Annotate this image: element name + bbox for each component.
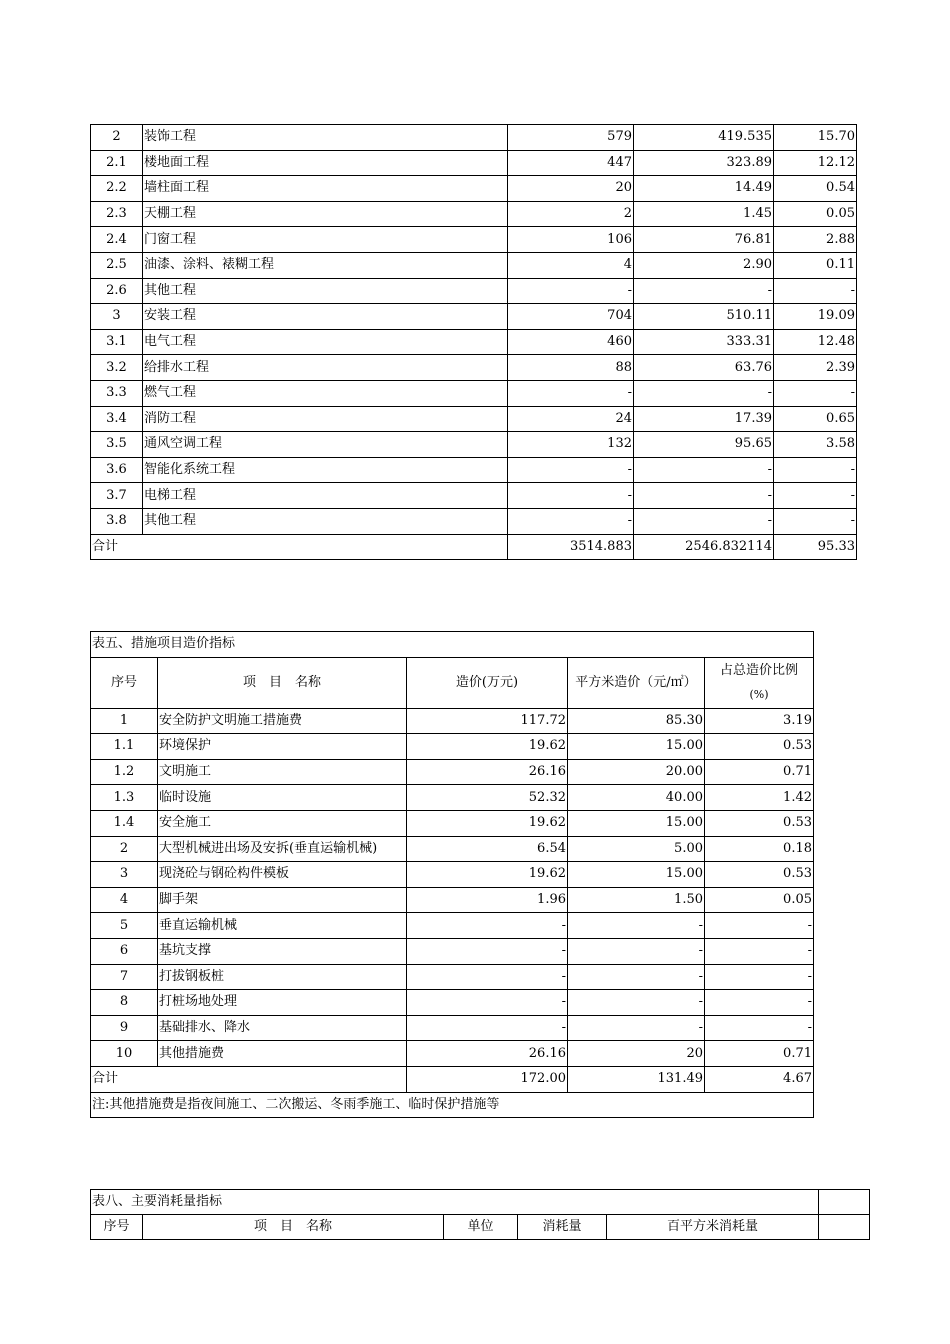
row-sqm-cost: 333.31 [634, 329, 774, 355]
row-cost: - [508, 457, 634, 483]
measures-cost-table [90, 631, 814, 1118]
header-ratio-unit: (%) [749, 687, 769, 701]
row-ratio: - [774, 508, 857, 534]
table-row [91, 508, 857, 534]
row-cost: 117.72 [407, 708, 568, 734]
row-name: 临时设施 [158, 785, 407, 811]
row-number: 3.4 [91, 406, 143, 432]
row-name: 安全防护文明施工措施费 [158, 708, 407, 734]
row-cost: - [508, 278, 634, 304]
total-label: 合计 [91, 1066, 407, 1092]
row-ratio: 3.58 [774, 432, 857, 458]
total-cost: 3514.883 [508, 534, 634, 560]
row-number: 3 [91, 304, 143, 330]
table-row [91, 836, 814, 862]
table-row [91, 329, 857, 355]
row-name: 安装工程 [143, 304, 508, 330]
row-cost: 704 [508, 304, 634, 330]
row-sqm-cost: 419.535 [634, 125, 774, 151]
row-cost: 19.62 [407, 734, 568, 760]
row-sqm-cost: 20 [568, 1041, 705, 1067]
row-ratio: 0.11 [774, 252, 857, 278]
row-ratio: - [705, 938, 814, 964]
row-name: 基础排水、降水 [158, 1015, 407, 1041]
header-ratio-label: 占总造价比例 [719, 662, 798, 678]
header-no: 序号 [91, 1215, 143, 1240]
row-cost: - [508, 380, 634, 406]
row-name: 大型机械进出场及安拆(垂直运输机械) [158, 836, 407, 862]
row-cost: - [407, 1015, 568, 1041]
table-row [91, 278, 857, 304]
row-sqm-cost: - [568, 938, 705, 964]
row-cost: - [508, 483, 634, 509]
row-sqm-cost: 1.45 [634, 201, 774, 227]
table-row [91, 708, 814, 734]
row-ratio: - [774, 483, 857, 509]
row-ratio: 0.54 [774, 176, 857, 202]
table-row [91, 483, 857, 509]
row-sqm-cost: - [568, 913, 705, 939]
row-sqm-cost: 323.89 [634, 150, 774, 176]
table-title: 表八、主要消耗量指标 [91, 1190, 819, 1215]
row-name: 基坑支撑 [158, 938, 407, 964]
row-ratio: 15.70 [774, 125, 857, 151]
header-name: 项 目 名称 [158, 657, 407, 708]
row-ratio: 0.71 [705, 1041, 814, 1067]
empty-cell [819, 1215, 870, 1240]
row-name: 环境保护 [158, 734, 407, 760]
row-name: 文明施工 [158, 759, 407, 785]
row-cost: 2 [508, 201, 634, 227]
row-sqm-cost: 76.81 [634, 227, 774, 253]
row-name: 墙柱面工程 [143, 176, 508, 202]
row-number: 2.6 [91, 278, 143, 304]
row-name: 油漆、涂料、裱糊工程 [143, 252, 508, 278]
total-ratio: 95.33 [774, 534, 857, 560]
total-ratio: 4.67 [705, 1066, 814, 1092]
row-ratio: - [705, 1015, 814, 1041]
header-sqm: 平方米造价（元/㎡） [568, 657, 705, 708]
row-name: 安全施工 [158, 810, 407, 836]
table-row [91, 176, 857, 202]
row-sqm-cost: 15.00 [568, 810, 705, 836]
row-sqm-cost: - [634, 380, 774, 406]
table-title: 表五、措施项目造价指标 [91, 632, 814, 658]
row-number: 2.4 [91, 227, 143, 253]
table-row [91, 964, 814, 990]
total-row [91, 1066, 814, 1092]
row-ratio: 0.05 [774, 201, 857, 227]
row-name: 其他工程 [143, 278, 508, 304]
header-cost: 造价(万元) [407, 657, 568, 708]
row-cost: 132 [508, 432, 634, 458]
row-name: 其他措施费 [158, 1041, 407, 1067]
row-number: 3.8 [91, 508, 143, 534]
row-cost: - [407, 938, 568, 964]
row-ratio: 3.19 [705, 708, 814, 734]
row-sqm-cost: 2.90 [634, 252, 774, 278]
row-ratio: 1.42 [705, 785, 814, 811]
row-cost: - [407, 990, 568, 1016]
row-cost: 24 [508, 406, 634, 432]
row-number: 2.2 [91, 176, 143, 202]
row-sqm-cost: - [634, 508, 774, 534]
row-sqm-cost: 1.50 [568, 887, 705, 913]
row-sqm-cost: - [634, 457, 774, 483]
total-label: 合计 [91, 534, 508, 560]
row-ratio: 0.65 [774, 406, 857, 432]
row-ratio: 0.53 [705, 862, 814, 888]
table-row [91, 457, 857, 483]
row-number: 7 [91, 964, 158, 990]
table-row [91, 938, 814, 964]
table-row [91, 201, 857, 227]
table-row [91, 913, 814, 939]
header-per100: 百平方米消耗量 [607, 1215, 819, 1240]
table-row [91, 759, 814, 785]
row-ratio: - [705, 990, 814, 1016]
row-number: 6 [91, 938, 158, 964]
total-sqm-cost: 2546.832114 [634, 534, 774, 560]
consumption-table [90, 1189, 870, 1240]
row-ratio: 12.12 [774, 150, 857, 176]
row-cost: 1.96 [407, 887, 568, 913]
row-sqm-cost: - [568, 964, 705, 990]
row-name: 智能化系统工程 [143, 457, 508, 483]
row-number: 1.2 [91, 759, 158, 785]
table-row [91, 355, 857, 381]
row-number: 2 [91, 125, 143, 151]
row-name: 燃气工程 [143, 380, 508, 406]
table-row [91, 1041, 814, 1067]
table-row [91, 810, 814, 836]
row-number: 3.6 [91, 457, 143, 483]
row-number: 3.1 [91, 329, 143, 355]
table-row [91, 252, 857, 278]
table-row [91, 125, 857, 151]
table-note: 注:其他措施费是指夜间施工、二次搬运、冬雨季施工、临时保护措施等 [91, 1092, 814, 1118]
row-name: 门窗工程 [143, 227, 508, 253]
header-ratio [705, 657, 814, 708]
row-cost: - [508, 508, 634, 534]
header-amount: 消耗量 [518, 1215, 607, 1240]
table-row [91, 304, 857, 330]
row-cost: 20 [508, 176, 634, 202]
row-name: 垂直运输机械 [158, 913, 407, 939]
row-name: 楼地面工程 [143, 150, 508, 176]
row-cost: 19.62 [407, 862, 568, 888]
row-ratio: 0.53 [705, 810, 814, 836]
row-cost: 6.54 [407, 836, 568, 862]
table-row [91, 432, 857, 458]
row-sqm-cost: 15.00 [568, 862, 705, 888]
row-number: 1.1 [91, 734, 158, 760]
row-number: 1.3 [91, 785, 158, 811]
table-row [91, 227, 857, 253]
table-row [91, 734, 814, 760]
note-row [91, 1092, 814, 1118]
row-sqm-cost: 14.49 [634, 176, 774, 202]
row-cost: 106 [508, 227, 634, 253]
row-sqm-cost: 5.00 [568, 836, 705, 862]
row-number: 8 [91, 990, 158, 1016]
total-cost: 172.00 [407, 1066, 568, 1092]
row-number: 1.4 [91, 810, 158, 836]
row-name: 脚手架 [158, 887, 407, 913]
row-name: 电气工程 [143, 329, 508, 355]
row-ratio: 0.71 [705, 759, 814, 785]
row-sqm-cost: 95.65 [634, 432, 774, 458]
row-number: 2.1 [91, 150, 143, 176]
row-cost: - [407, 964, 568, 990]
row-sqm-cost: - [634, 483, 774, 509]
row-number: 3.7 [91, 483, 143, 509]
row-number: 2 [91, 836, 158, 862]
row-sqm-cost: - [634, 278, 774, 304]
row-name: 打桩场地处理 [158, 990, 407, 1016]
row-sqm-cost: 510.11 [634, 304, 774, 330]
row-cost: 26.16 [407, 1041, 568, 1067]
row-sqm-cost: - [568, 1015, 705, 1041]
row-cost: 26.16 [407, 759, 568, 785]
row-ratio: - [774, 278, 857, 304]
row-sqm-cost: - [568, 990, 705, 1016]
row-number: 3.3 [91, 380, 143, 406]
table-row [91, 990, 814, 1016]
table-row [91, 150, 857, 176]
row-sqm-cost: 40.00 [568, 785, 705, 811]
table-row [91, 406, 857, 432]
row-cost: - [407, 913, 568, 939]
row-number: 9 [91, 1015, 158, 1041]
row-sqm-cost: 15.00 [568, 734, 705, 760]
row-ratio: - [705, 913, 814, 939]
row-cost: 579 [508, 125, 634, 151]
row-number: 1 [91, 708, 158, 734]
cost-index-table [90, 124, 857, 560]
row-name: 其他工程 [143, 508, 508, 534]
row-ratio: 19.09 [774, 304, 857, 330]
table-row [91, 380, 857, 406]
row-cost: 19.62 [407, 810, 568, 836]
row-number: 2.3 [91, 201, 143, 227]
table-row [91, 1015, 814, 1041]
row-number: 3 [91, 862, 158, 888]
row-name: 打拔钢板桩 [158, 964, 407, 990]
row-number: 2.5 [91, 252, 143, 278]
total-sqm-cost: 131.49 [568, 1066, 705, 1092]
row-name: 通风空调工程 [143, 432, 508, 458]
row-ratio: 0.05 [705, 887, 814, 913]
row-ratio: 0.53 [705, 734, 814, 760]
row-number: 4 [91, 887, 158, 913]
row-ratio: 12.48 [774, 329, 857, 355]
header-unit: 单位 [444, 1215, 518, 1240]
row-ratio: - [774, 380, 857, 406]
row-sqm-cost: 85.30 [568, 708, 705, 734]
total-row [91, 534, 857, 560]
row-cost: 460 [508, 329, 634, 355]
row-cost: 447 [508, 150, 634, 176]
row-ratio: 0.18 [705, 836, 814, 862]
row-name: 天棚工程 [143, 201, 508, 227]
row-sqm-cost: 20.00 [568, 759, 705, 785]
row-ratio: 2.39 [774, 355, 857, 381]
row-name: 消防工程 [143, 406, 508, 432]
row-sqm-cost: 63.76 [634, 355, 774, 381]
row-ratio: 2.88 [774, 227, 857, 253]
row-name: 现浇砼与钢砼构件模板 [158, 862, 407, 888]
table-row [91, 785, 814, 811]
row-number: 3.2 [91, 355, 143, 381]
header-no: 序号 [91, 657, 158, 708]
row-name: 电梯工程 [143, 483, 508, 509]
row-number: 5 [91, 913, 158, 939]
row-number: 3.5 [91, 432, 143, 458]
row-name: 给排水工程 [143, 355, 508, 381]
row-ratio: - [774, 457, 857, 483]
row-cost: 4 [508, 252, 634, 278]
row-cost: 52.32 [407, 785, 568, 811]
row-sqm-cost: 17.39 [634, 406, 774, 432]
row-number: 10 [91, 1041, 158, 1067]
row-ratio: - [705, 964, 814, 990]
row-cost: 88 [508, 355, 634, 381]
table-row [91, 862, 814, 888]
empty-cell [819, 1190, 870, 1215]
table-row [91, 887, 814, 913]
row-name: 装饰工程 [143, 125, 508, 151]
header-name: 项 目 名称 [143, 1215, 444, 1240]
